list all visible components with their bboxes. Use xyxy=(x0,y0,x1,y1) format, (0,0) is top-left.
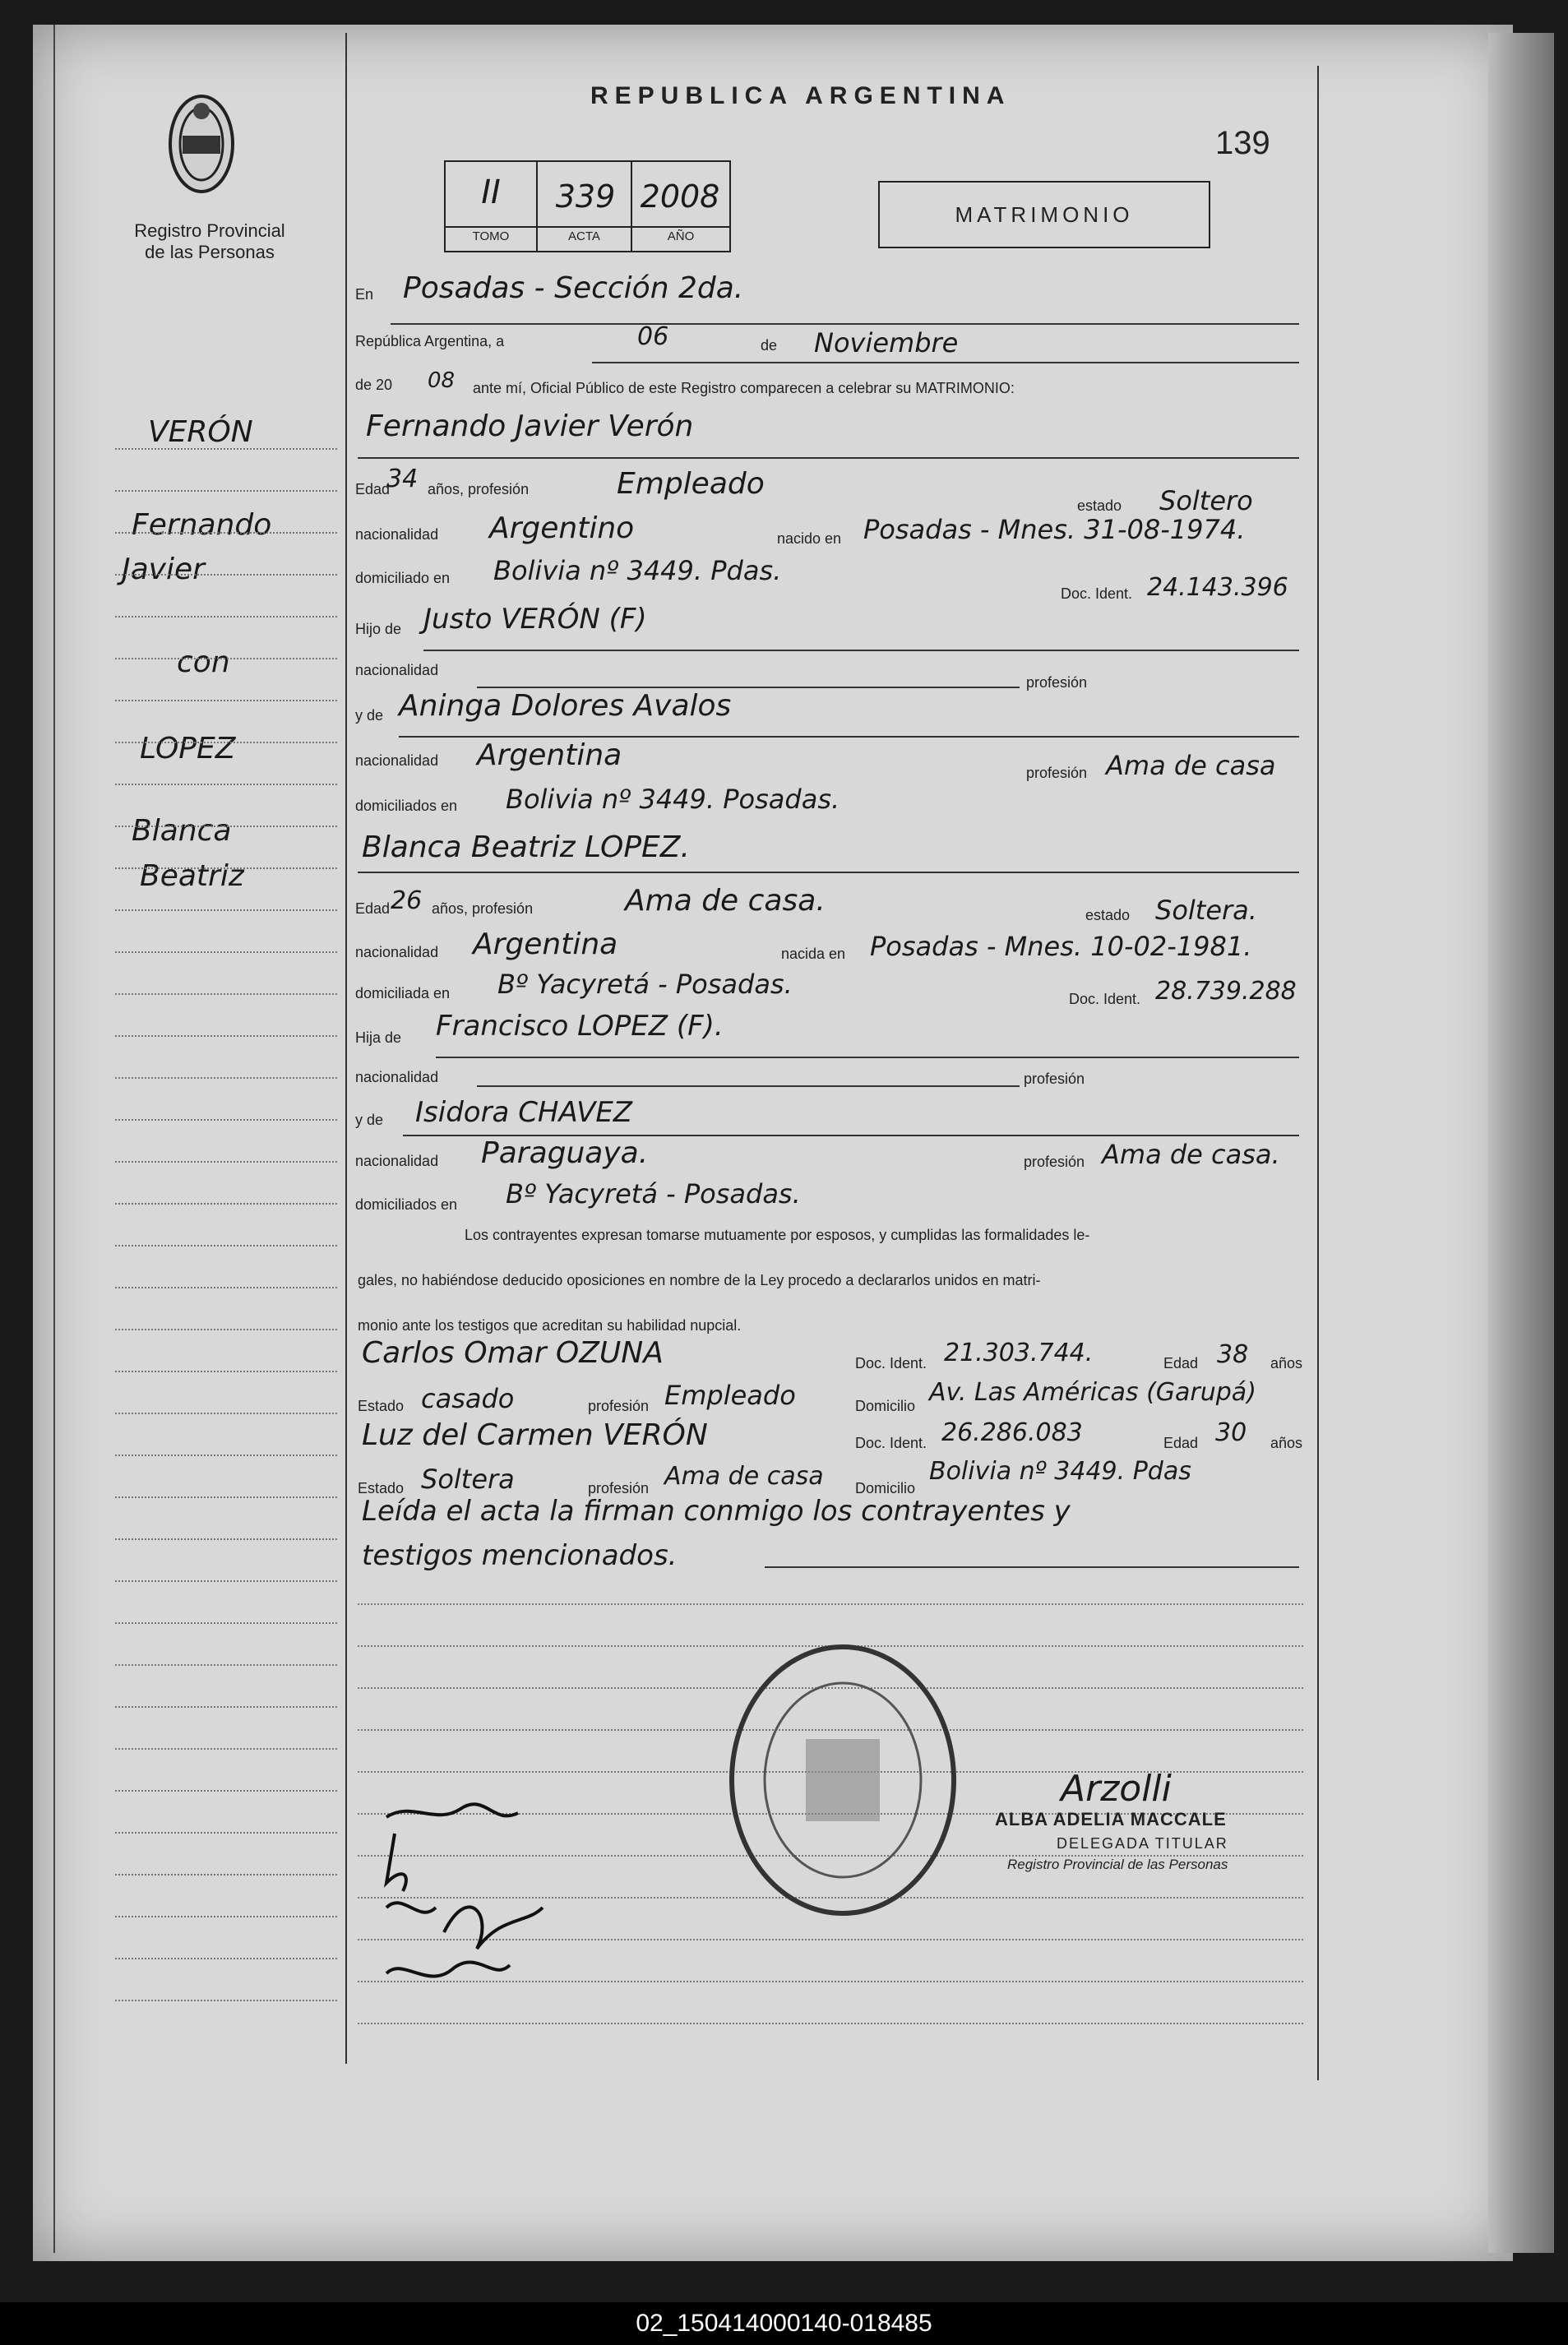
margin-rule-line xyxy=(115,1119,337,1121)
tomo-label: TOMO xyxy=(472,229,510,243)
margin-surname-2: LOPEZ xyxy=(140,732,236,765)
official-signature-icon: Arzolli xyxy=(1061,1768,1172,1810)
book-edge xyxy=(1488,33,1554,2253)
value-padre1: Justo VERÓN (F) xyxy=(423,603,647,636)
label-prof-madre1: profesión xyxy=(1026,765,1088,781)
page-number: 139 xyxy=(1215,125,1270,161)
value-estado1: Soltero xyxy=(1159,485,1253,516)
margin-rule-line xyxy=(115,1748,337,1750)
label-anios-t1: años xyxy=(1270,1355,1303,1371)
value-dom-t1: Av. Las Américas (Garupá) xyxy=(929,1378,1256,1407)
value-dia: 06 xyxy=(637,322,669,351)
value-dom-padres1: Bolivia nº 3449. Posadas. xyxy=(506,784,840,815)
value-estado-t2: Soltera xyxy=(421,1464,515,1495)
label-hija-de: Hija de xyxy=(355,1029,402,1046)
value-doc-t1: 21.303.744. xyxy=(944,1339,1094,1367)
value-nac-madre1: Argentina xyxy=(477,738,622,772)
paragraph-line-2: gales, no habiéndose deducido oposiciones en nombre de la Ley procedo a declararlos unidos en matri- xyxy=(358,1272,1041,1288)
margin-rule-line xyxy=(115,616,337,617)
margin-rule-line xyxy=(115,1538,337,1540)
value-madre1: Aninga Dolores Avalos xyxy=(399,689,732,723)
margin-rule-line xyxy=(115,1706,337,1708)
value-prof-t2: Ama de casa xyxy=(664,1462,824,1491)
value-nacida2: Posadas - Mnes. 10-02-1981. xyxy=(870,931,1252,962)
label-y-de-2: y de xyxy=(355,1112,384,1128)
label-doc-t2: Doc. Ident. xyxy=(855,1435,927,1451)
value-prof-t1: Empleado xyxy=(664,1380,796,1411)
margin-rule-line xyxy=(115,1832,337,1834)
record-number-box xyxy=(444,160,731,252)
label-edad-t1: Edad xyxy=(1163,1355,1199,1371)
value-madre2: Isidora CHAVEZ xyxy=(415,1096,633,1129)
acta-value: 339 xyxy=(555,178,616,215)
margin-rule-line xyxy=(115,1371,337,1372)
label-estado-1: estado xyxy=(1077,497,1122,514)
margin-rule-line xyxy=(115,1161,337,1163)
label-nac-padre1: nacionalidad xyxy=(355,662,439,678)
margin-rule-line xyxy=(115,1329,337,1330)
body-rule-line xyxy=(358,1603,1303,1605)
signatures-icon xyxy=(378,1792,608,2006)
value-lugar: Posadas - Sección 2da. xyxy=(403,271,744,305)
margin-rule-line xyxy=(115,951,337,953)
tomo-value: II xyxy=(481,173,501,211)
label-edad-2: Edad xyxy=(355,900,391,917)
label-de-mes: de xyxy=(761,337,778,354)
margin-given-1b: Javier xyxy=(122,553,205,586)
value-doc2: 28.739.288 xyxy=(1155,977,1297,1006)
value-edad-t2: 30 xyxy=(1215,1418,1247,1447)
label-dom-1: domiciliado en xyxy=(355,570,451,586)
margin-rule-line xyxy=(115,784,337,785)
label-nac-madre2: nacionalidad xyxy=(355,1153,439,1169)
margin-rule-line xyxy=(115,1455,337,1456)
label-nac-2: nacionalidad xyxy=(355,944,439,960)
label-doc-2: Doc. Ident. xyxy=(1069,991,1141,1007)
value-edad2: 26 xyxy=(391,886,423,915)
label-dom-t2: Domicilio xyxy=(855,1480,916,1496)
document-page xyxy=(33,25,1513,2261)
official-seal-icon xyxy=(724,1640,962,1920)
label-estado-t1: Estado xyxy=(358,1398,405,1414)
value-testigo2: Luz del Carmen VERÓN xyxy=(362,1418,708,1452)
label-prof-madre2: profesión xyxy=(1024,1154,1085,1170)
margin-rule-line xyxy=(115,909,337,911)
margin-given-2b: Beatriz xyxy=(140,859,244,893)
value-edad1: 34 xyxy=(386,465,419,493)
margin-rule-line xyxy=(115,993,337,995)
value-cierre1: Leída el acta la firman conmigo los contrayentes y xyxy=(362,1495,1071,1528)
value-contrayente2: Blanca Beatriz LOPEZ. xyxy=(362,830,690,864)
value-prof-madre1: Ama de casa xyxy=(1106,750,1276,781)
value-anio: 08 xyxy=(428,368,456,393)
value-dom-t2: Bolivia nº 3449. Pdas xyxy=(929,1457,1191,1486)
label-profesion-2: años, profesión xyxy=(432,900,534,917)
label-doc-t1: Doc. Ident. xyxy=(855,1355,927,1371)
value-estado-t1: casado xyxy=(421,1383,515,1414)
label-nacido-1: nacido en xyxy=(777,530,842,547)
label-prof-padre1: profesión xyxy=(1026,674,1088,691)
value-mes: Noviembre xyxy=(814,327,959,358)
margin-column-line xyxy=(345,33,347,2064)
value-doc1: 24.143.396 xyxy=(1147,573,1288,602)
label-estado-2: estado xyxy=(1085,907,1131,923)
margin-rule-line xyxy=(115,1035,337,1037)
label-dom-padres2: domiciliados en xyxy=(355,1196,458,1213)
margin-rule-line xyxy=(115,1413,337,1414)
document-type-box: MATRIMONIO xyxy=(878,181,1210,248)
margin-rule-line xyxy=(115,1077,337,1079)
label-dom-t1: Domicilio xyxy=(855,1398,916,1414)
label-prof-t1: profesión xyxy=(588,1398,650,1414)
official-role: DELEGADA TITULAR xyxy=(1057,1835,1228,1852)
margin-rule-line xyxy=(115,1287,337,1288)
label-edad-t2: Edad xyxy=(1163,1435,1199,1451)
margin-rule-line xyxy=(115,700,337,701)
right-border-line xyxy=(1317,66,1319,2080)
value-padre2: Francisco LOPEZ (F). xyxy=(436,1010,724,1043)
label-en: En xyxy=(355,286,374,303)
value-prof1: Empleado xyxy=(617,467,765,501)
label-de20: de 20 xyxy=(355,377,393,393)
margin-rule-line xyxy=(115,1245,337,1247)
value-dom2: Bº Yacyretá - Posadas. xyxy=(497,969,793,1000)
label-estado-t2: Estado xyxy=(358,1480,405,1496)
value-nac1: Argentino xyxy=(489,511,635,545)
value-nac2: Argentina xyxy=(473,927,618,961)
label-ante: ante mí, Oficial Público de este Registro comparecen a celebrar su MATRIMONIO: xyxy=(473,380,1015,396)
margin-rule-line xyxy=(115,1496,337,1498)
label-prof-t2: profesión xyxy=(588,1480,650,1496)
margin-given-1a: Fernando xyxy=(132,508,272,542)
coat-of-arms-icon xyxy=(164,86,238,201)
paragraph-line-1: Los contrayentes expresan tomarse mutuamente por esposos, y cumplidas las formalidades le- xyxy=(465,1227,1090,1243)
body-rule-line xyxy=(358,2023,1303,2024)
label-nacida-2: nacida en xyxy=(781,946,846,962)
margin-rule-line xyxy=(115,448,337,450)
binding-line xyxy=(53,25,55,2253)
label-y-de-1: y de xyxy=(355,707,384,724)
margin-rule-line xyxy=(115,742,337,743)
label-profesion-1: años, profesión xyxy=(428,481,530,497)
value-nac-madre2: Paraguaya. xyxy=(481,1136,649,1170)
value-estado2: Soltera. xyxy=(1155,895,1257,926)
label-anios-t2: años xyxy=(1270,1435,1303,1451)
value-prof2: Ama de casa. xyxy=(625,884,826,918)
margin-rule-line xyxy=(115,1916,337,1917)
margin-rule-line xyxy=(115,1790,337,1792)
margin-rule-line xyxy=(115,574,337,576)
value-dom1: Bolivia nº 3449. Pdas. xyxy=(493,555,782,586)
country-title: REPUBLICA ARGENTINA xyxy=(590,82,1011,109)
official-office: Registro Provincial de las Personas xyxy=(1007,1857,1228,1872)
label-prof-padre2: profesión xyxy=(1024,1071,1085,1087)
margin-given-2a: Blanca xyxy=(132,814,232,848)
anio-label: AÑO xyxy=(667,229,695,243)
margin-connector: con xyxy=(177,645,230,679)
registry-name: Registro Provincial de las Personas xyxy=(134,220,285,262)
value-nacido1: Posadas - Mnes. 31-08-1974. xyxy=(863,514,1246,545)
acta-label: ACTA xyxy=(568,229,600,243)
label-republica: República Argentina, a xyxy=(355,333,505,349)
label-nac-1: nacionalidad xyxy=(355,526,439,543)
label-doc-1: Doc. Ident. xyxy=(1061,585,1133,602)
margin-rule-line xyxy=(115,2000,337,2001)
margin-rule-line xyxy=(115,1958,337,1959)
margin-rule-line xyxy=(115,1203,337,1205)
margin-rule-line xyxy=(115,1664,337,1666)
margin-rule-line xyxy=(115,658,337,659)
value-testigo1: Carlos Omar OZUNA xyxy=(362,1336,664,1370)
margin-rule-line xyxy=(115,1874,337,1876)
margin-rule-line xyxy=(115,867,337,869)
value-doc-t2: 26.286.083 xyxy=(941,1418,1083,1447)
margin-rule-line xyxy=(115,826,337,827)
label-edad-1: Edad xyxy=(355,481,391,497)
margin-rule-line xyxy=(115,1580,337,1582)
official-name: ALBA ADELIA MACCALE xyxy=(995,1809,1227,1829)
value-edad-t1: 38 xyxy=(1217,1340,1249,1369)
anio-value: 2008 xyxy=(640,178,720,215)
margin-rule-line xyxy=(115,532,337,534)
margin-rule-line xyxy=(115,1622,337,1624)
value-cierre2: testigos mencionados. xyxy=(362,1539,678,1572)
margin-rule-line xyxy=(115,490,337,492)
image-footer: 02_150414000140-018485 xyxy=(0,2302,1568,2345)
label-dom-2: domiciliada en xyxy=(355,985,451,1001)
margin-surname-1: VERÓN xyxy=(148,415,253,449)
label-dom-padres1: domiciliados en xyxy=(355,798,458,814)
value-dom-padres2: Bº Yacyretá - Posadas. xyxy=(506,1178,801,1210)
label-nac-madre1: nacionalidad xyxy=(355,752,439,769)
paragraph-line-3: monio ante los testigos que acreditan su habilidad nupcial. xyxy=(358,1317,742,1334)
label-nac-padre2: nacionalidad xyxy=(355,1069,439,1085)
value-contrayente1: Fernando Javier Verón xyxy=(366,409,694,443)
label-hijo-de: Hijo de xyxy=(355,621,402,637)
value-prof-madre2: Ama de casa. xyxy=(1102,1139,1280,1170)
